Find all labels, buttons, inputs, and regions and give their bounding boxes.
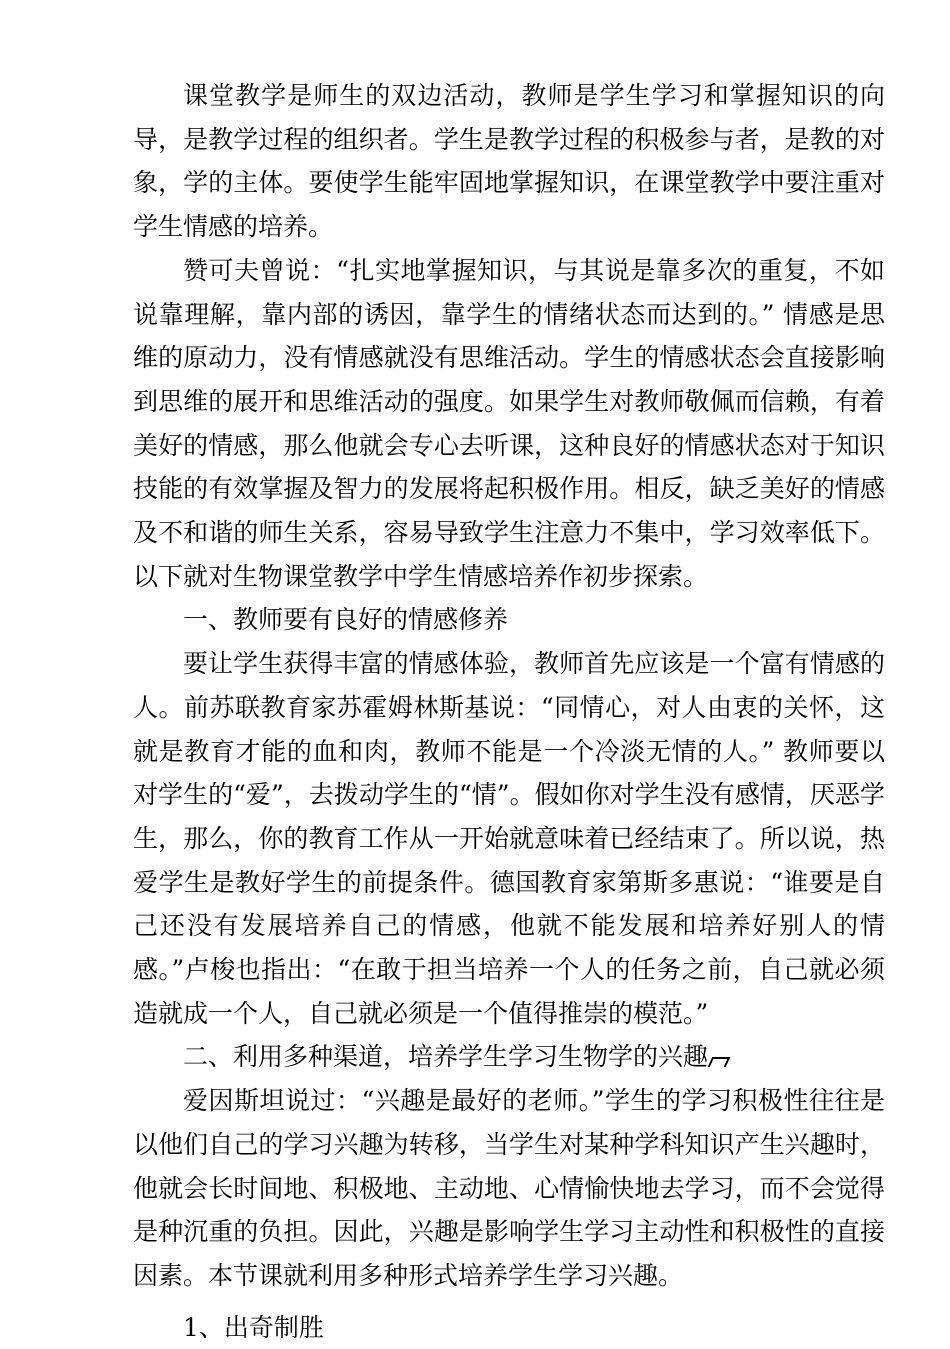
sub-heading-1: 1、出奇制胜 — [183, 1312, 324, 1342]
section-heading-1: 一、教师要有良好的情感修养 — [183, 605, 509, 635]
edit-mark-icon — [708, 1057, 731, 1067]
section-heading-2-text: 二、利用多种渠道，培养学生学习生物学的兴趣 — [183, 1042, 709, 1072]
document-page — [133, 74, 885, 1349]
paragraph-intro: 课堂教学是师生的双边活动，教师是学生学习和掌握知识的向导，是教学过程的组织者。学生是教学过程的积极参与者，是教的对象，学的主体。要使学生能牢固地掌握知识，在课堂教学中要注重对学生情感的培养。 — [133, 81, 885, 242]
section-heading-2 — [133, 1035, 885, 1079]
paragraph-zankov-quote: 赞可夫曾说：“扎实地掌握知识，与其说是靠多次的重复，不如说靠理解，靠内部的诱因，靠学生的情绪状态而达到的。” 情感是思维的原动力，没有情感就没有思维活动。学生的情感状态会直接影响到思维的展开和思维活动的强度。如果学生对教师敬佩而信赖，有着美好的情感，那么他就会专心去听课，这种良好的情感状态对于知识技能的有效掌握及智力的发展将起积极作用。相反，缺乏美好的情感及不和谐的师生关系，容易导致学生注意力不集中，学习效率低下。以下就对生物课堂教学中学生情感培养作初步探索。 — [133, 255, 885, 591]
paragraph-teacher-emotion: 要让学生获得丰富的情感体验，教师首先应该是一个富有情感的人。前苏联教育家苏霍姆林斯基说：“同情心，对人由衷的关怀，这就是教育才能的血和肉，教师不能是一个冷淡无情的人。” 教师要以对学生的“爱”，去拨动学生的“情”。假如你对学生没有感情，厌恶学生，那么，你的教育工作从一开始就意味着已经结束了。所以说，热爱学生是教好学生的前提条件。德国教育家第斯多惠说：“谁要是自己还没有发展培养自己的情感，他就不能发展和培养好别人的情感。”卢梭也指出：“在敢于担当培养一个人的任务之前，自己就必须造就成一个人，自己就必须是一个值得推崇的模范。” — [133, 649, 885, 1028]
paragraph-interest: 爱因斯坦说过：“兴趣是最好的老师。”学生的学习积极性往往是以他们自己的学习兴趣为转移，当学生对某种学科知识产生兴趣时，他就会长时间地、积极地、主动地、心情愉快地去学习，而不会觉得是种沉重的负担。因此，兴趣是影响学生学习主动性和积极性的直接因素。本节课就利用多种形式培养学生学习兴趣。 — [133, 1086, 885, 1290]
